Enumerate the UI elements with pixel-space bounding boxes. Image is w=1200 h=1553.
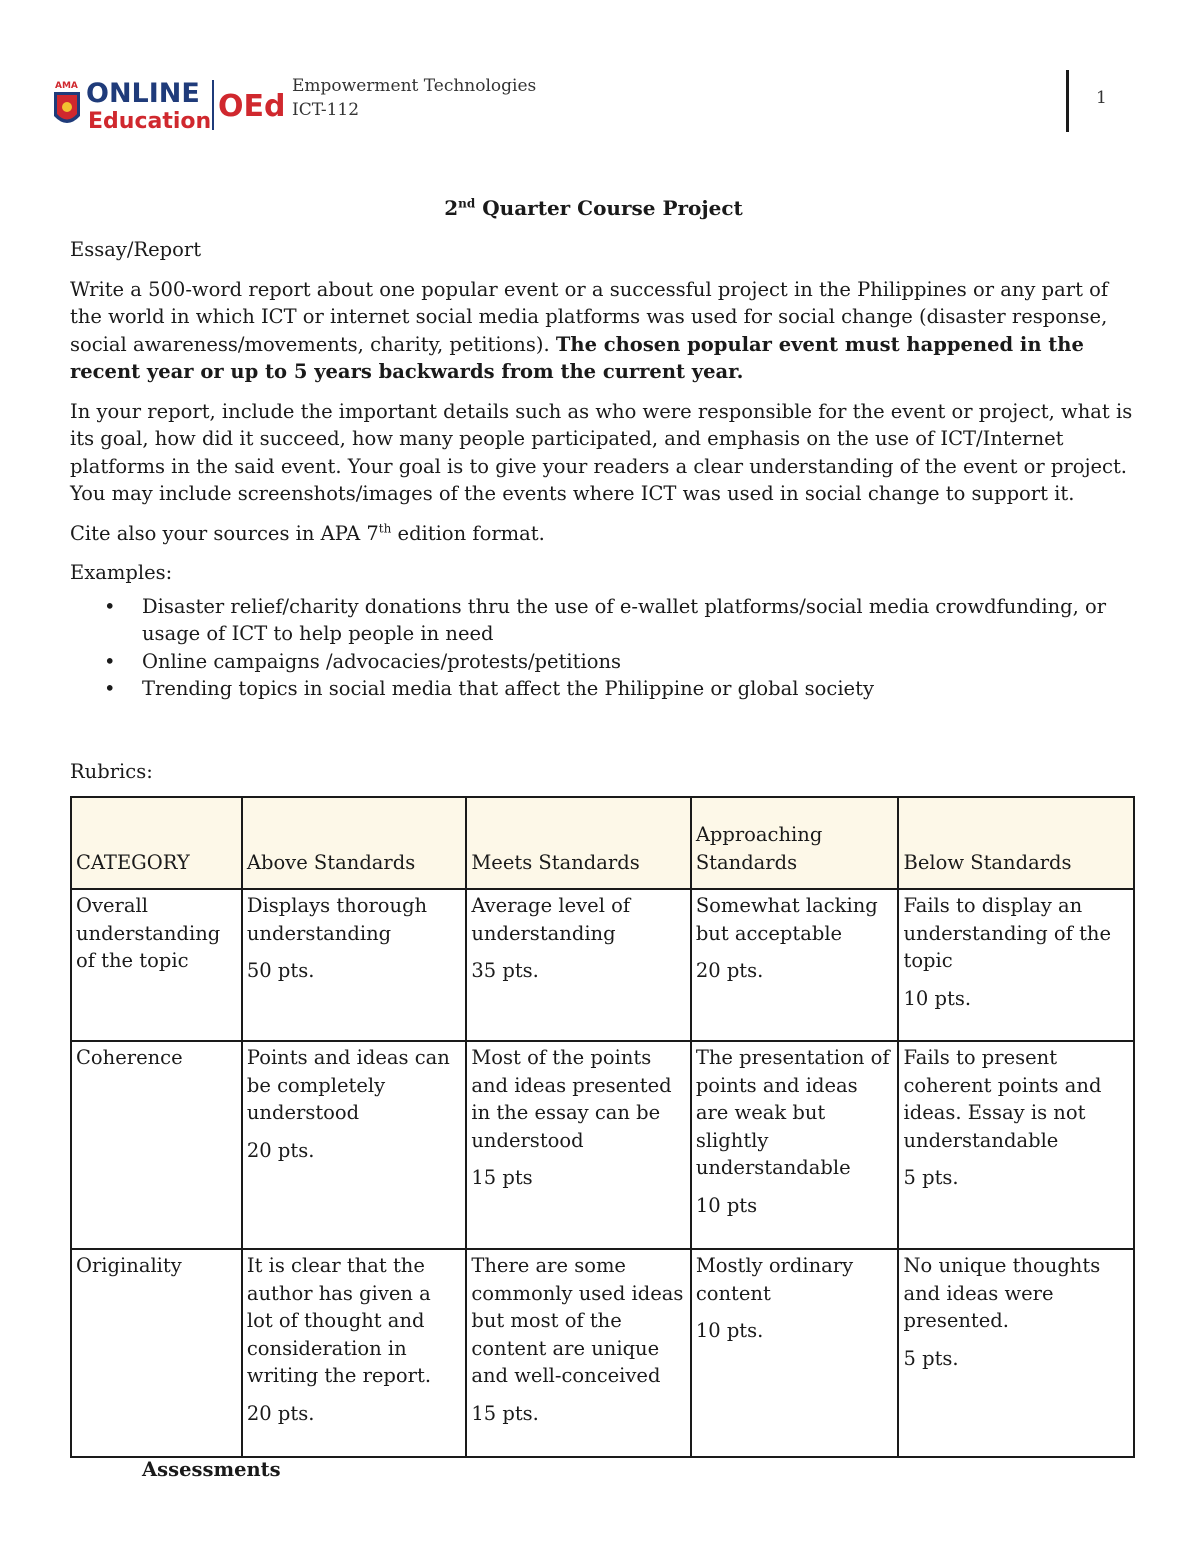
assessments-heading: Assessments [142, 1458, 281, 1481]
points-value: 15 pts [471, 1166, 533, 1189]
citation-paragraph [70, 520, 1135, 548]
header-cell: Above Standards [242, 797, 466, 889]
points-value: 50 pts. [246, 959, 315, 982]
criteria-text: Displays thorough understanding [246, 894, 428, 945]
criteria-cell [242, 1249, 466, 1457]
points-value: 20 pts. [246, 1138, 315, 1162]
table-row [71, 1249, 1134, 1457]
points-value: 15 pts. [471, 1401, 539, 1425]
criteria-cell [898, 1041, 1134, 1249]
criteria-text: Mostly ordinary content [695, 1254, 854, 1305]
instructions-emphasis: The chosen popular event must happened in the recent year or up to 5 years backwards from the current year. [70, 332, 1084, 383]
header-cell: CATEGORY [71, 797, 242, 889]
logo-education-text: Education [88, 109, 212, 134]
criteria-text: No unique thoughts and ideas were presented. [903, 1254, 1101, 1332]
citation-text: Cite also your sources in APA 7 [70, 521, 379, 545]
criteria-text: There are some commonly used ideas but most of the content are unique and well-conceived [471, 1254, 684, 1387]
criteria-cell [466, 1041, 690, 1249]
points-value: 35 pts. [471, 959, 539, 982]
criteria-text: It is clear that the author has given a lot of thought and consideration in writing the report. [246, 1254, 432, 1387]
criteria-cell [466, 1249, 690, 1457]
criteria-cell [691, 1249, 899, 1457]
online-education-logo [50, 72, 292, 134]
table-row [71, 1041, 1134, 1249]
category-cell: Coherence [71, 1041, 242, 1249]
criteria-cell [466, 889, 690, 1041]
points-value: 10 pts. [695, 1319, 764, 1342]
criteria-cell [898, 889, 1134, 1041]
list-item [104, 648, 1135, 676]
document-body [70, 236, 1135, 703]
criteria-text: Somewhat lacking but acceptable [695, 894, 878, 945]
bullet-icon: • [104, 649, 116, 673]
document-title [0, 196, 1187, 220]
points-value: 10 pts [695, 1193, 758, 1217]
table-row [71, 889, 1134, 1041]
bullet-icon: • [104, 677, 116, 700]
points-value: 5 pts. [903, 1166, 959, 1189]
category-cell: Originality [71, 1249, 242, 1457]
points-value: 10 pts. [903, 986, 972, 1010]
citation-text-end: edition format. [391, 521, 545, 545]
criteria-text: Most of the points and ideas presented in the essay can be understood [471, 1046, 672, 1152]
criteria-text: Fails to present coherent points and ideas. Essay is not understandable [903, 1046, 1102, 1152]
category-cell: Overall understanding of the topic [71, 889, 242, 1041]
type-label: Essay/Report [70, 238, 202, 261]
criteria-text: Average level of understanding [471, 894, 631, 945]
logo-ama-text: AMA [55, 81, 78, 91]
criteria-cell [242, 889, 466, 1041]
examples-list [70, 593, 1135, 703]
table-header-row [71, 797, 1134, 889]
examples-label: Examples: [70, 561, 173, 584]
points-value: 20 pts. [246, 1401, 315, 1425]
citation-ordinal: th [378, 521, 392, 535]
points-value: 20 pts. [695, 959, 764, 982]
rubrics-table [70, 796, 1135, 1458]
report-details-paragraph: In your report, include the important details such as who were responsible for the event or project, what is its goal, how did it succeed, how many people participated, and emphasis on the use of ICT/Internet platforms in the said event. Your goal is to give your readers a clear understanding of the event or project. You may include screenshots/images of the events where ICT was used in social change to support it. [70, 399, 1133, 505]
criteria-text: Fails to display an understanding of the topic [903, 894, 1112, 972]
list-item-text: Disaster relief/charity donations thru the use of e-wallet platforms/social media crowdfunding, or usage of ICT to help people in need [142, 594, 1107, 645]
criteria-text: The presentation of points and ideas are weak but slightly understandable [695, 1046, 890, 1179]
list-item [104, 593, 1135, 648]
title-text: Quarter Course Project [475, 196, 743, 220]
criteria-cell [242, 1041, 466, 1249]
page-number: 1 [1096, 88, 1107, 108]
header-divider [1066, 70, 1069, 132]
header-cell: Meets Standards [466, 797, 690, 889]
list-item [104, 675, 1135, 703]
criteria-cell [691, 889, 899, 1041]
criteria-cell [691, 1041, 899, 1249]
list-item-text: Online campaigns /advocacies/protests/petitions [142, 649, 622, 673]
header-cell: Below Standards [898, 797, 1134, 889]
bullet-icon: • [104, 594, 116, 618]
points-value: 5 pts. [903, 1346, 959, 1370]
list-item-text: Trending topics in social media that affect the Philippine or global society [142, 677, 874, 700]
header-cell: Approaching Standards [691, 797, 899, 889]
logo-online-text: ONLINE [86, 78, 200, 109]
title-ordinal: nd [458, 196, 476, 211]
instructions-text: Write a 500-word report about one popular event or a successful project in the Philippines or any part of the world in which ICT or internet social media platforms was used for social change (disaster response, social awareness/movements, charity, petitions). [70, 277, 1109, 356]
title-number: 2 [444, 196, 459, 220]
criteria-text: Points and ideas can be completely understood [246, 1046, 450, 1124]
instructions-paragraph [70, 276, 1135, 386]
course-code: ICT-112 [292, 100, 360, 120]
rubrics-label: Rubrics: [70, 760, 153, 783]
criteria-cell [898, 1249, 1134, 1457]
header-course-info [292, 74, 536, 122]
logo-oed-text: OEd [218, 89, 286, 124]
course-title: Empowerment Technologies [292, 76, 537, 96]
